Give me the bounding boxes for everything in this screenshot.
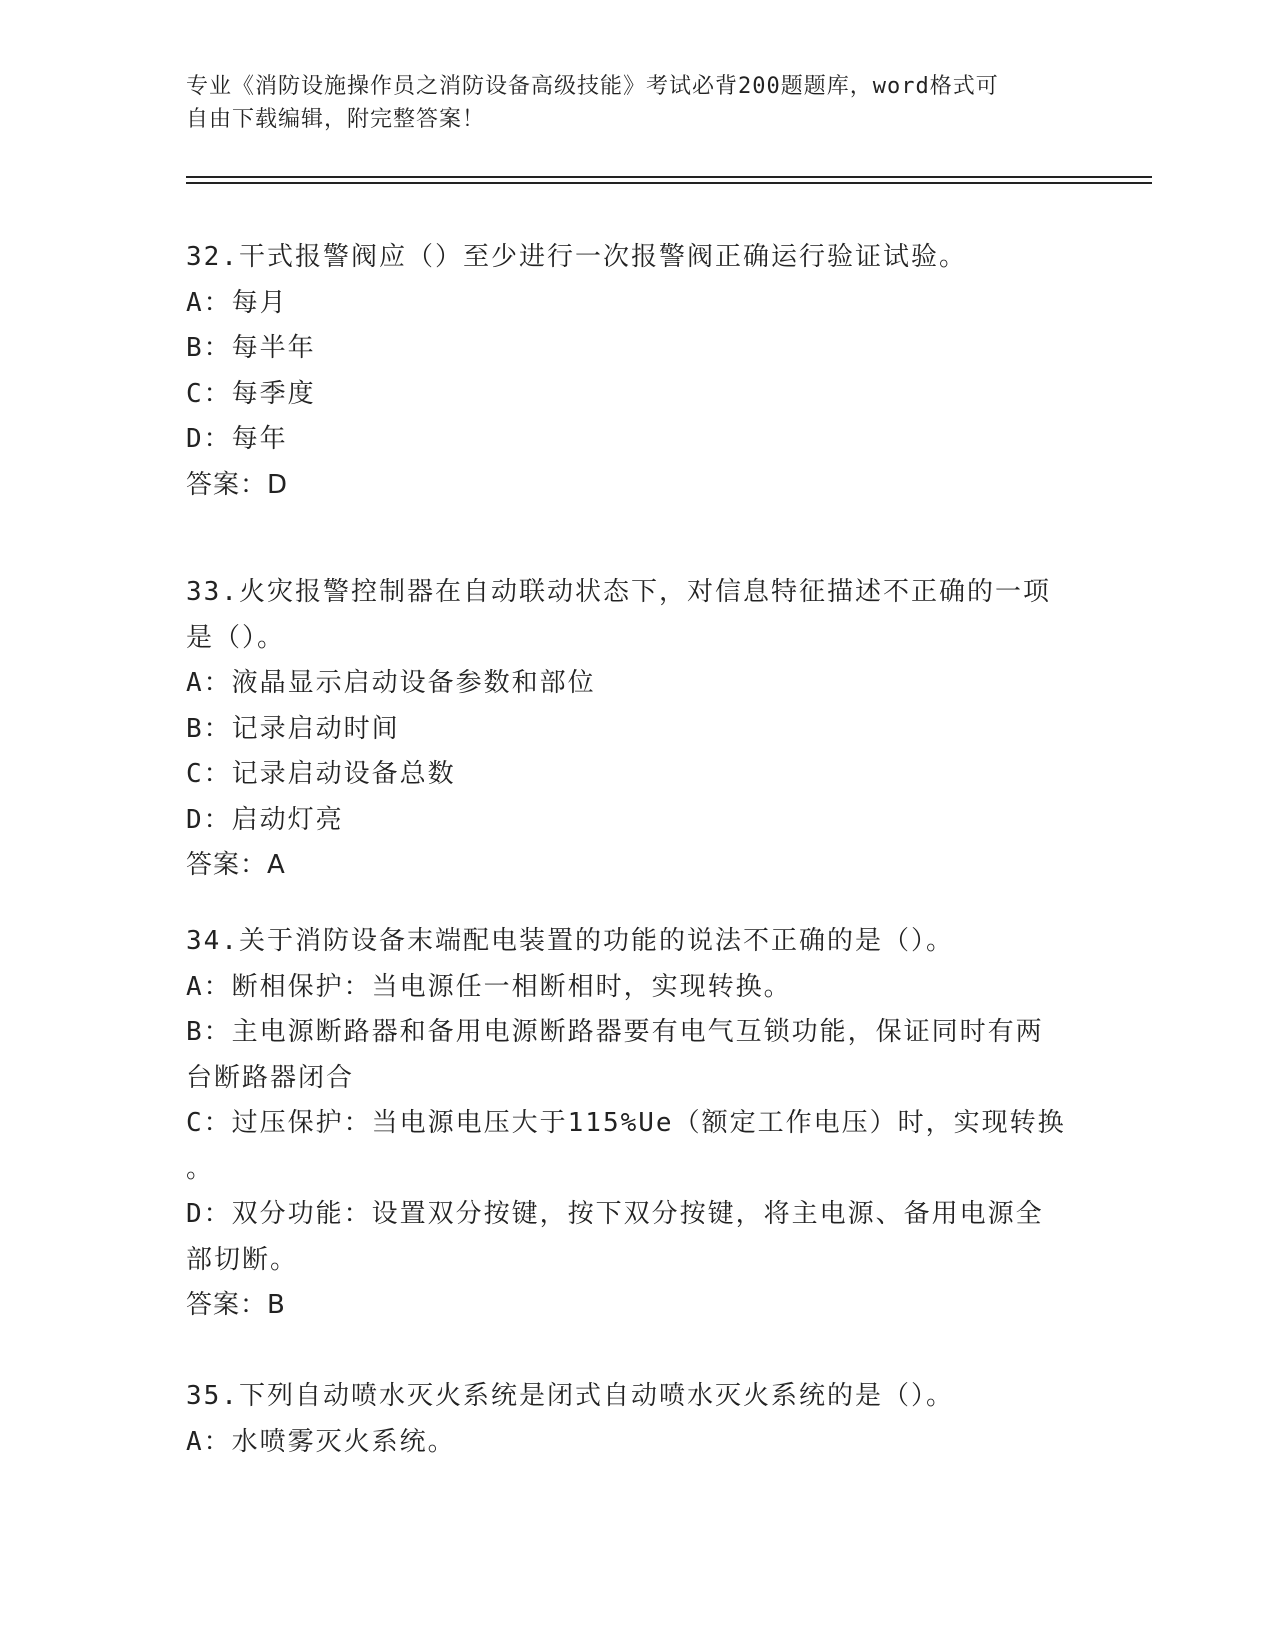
answer: 答案：D (186, 469, 289, 500)
question-stem: 32.干式报警阀应（）至少进行一次报警阀正确运行验证试验。 (186, 242, 967, 272)
question-stem: 33.火灾报警控制器在自动联动状态下，对信息特征描述不正确的一项 (186, 577, 1051, 607)
question-33 (186, 570, 1086, 889)
answer: 答案：B (186, 1290, 286, 1320)
option-b-cont: 台断路器闭合 (186, 1062, 355, 1093)
option-d: D：双分功能：设置双分按键，按下双分按键，将主电源、备用电源全 (186, 1199, 1044, 1229)
header-divider-bottom (186, 182, 1152, 184)
option-d: D：每年 (186, 424, 288, 454)
header-line-1: 专业《消防设施操作员之消防设备高级技能》考试必背200题题库，word格式可 (186, 74, 999, 99)
option-b: B：主电源断路器和备用电源断路器要有电气互锁功能，保证同时有两 (186, 1017, 1044, 1047)
question-stem-cont: 是（）。 (186, 622, 286, 653)
header-line-2: 自由下载编辑，附完整答案！ (186, 107, 486, 132)
option-a: A：每月 (186, 287, 288, 318)
question-34 (186, 919, 1086, 1329)
option-c: C：每季度 (186, 378, 316, 409)
question-35 (186, 1374, 1086, 1465)
page-header (186, 70, 1066, 136)
option-d-cont: 部切断。 (186, 1244, 299, 1275)
option-d: D：启动灯亮 (186, 804, 344, 835)
option-c-cont: 。 (186, 1153, 215, 1184)
question-stem: 34.关于消防设备末端配电装置的功能的说法不正确的是（）。 (186, 926, 954, 956)
header-divider-top (186, 176, 1152, 178)
option-c: C：记录启动设备总数 (186, 759, 456, 789)
question-32 (186, 235, 1086, 508)
option-a: A：液晶显示启动设备参数和部位 (186, 668, 596, 698)
option-a: A：水喷雾灭火系统。 (186, 1426, 456, 1457)
option-b: B：记录启动时间 (186, 713, 400, 744)
answer: 答案：A (186, 850, 286, 880)
question-stem: 35.下列自动喷水灭火系统是闭式自动喷水灭火系统的是（）。 (186, 1381, 954, 1411)
option-b: B：每半年 (186, 333, 316, 363)
option-a: A：断相保护：当电源任一相断相时，实现转换。 (186, 971, 792, 1002)
option-c: C：过压保护：当电源电压大于115%Ue（额定工作电压）时，实现转换 (186, 1108, 1066, 1138)
